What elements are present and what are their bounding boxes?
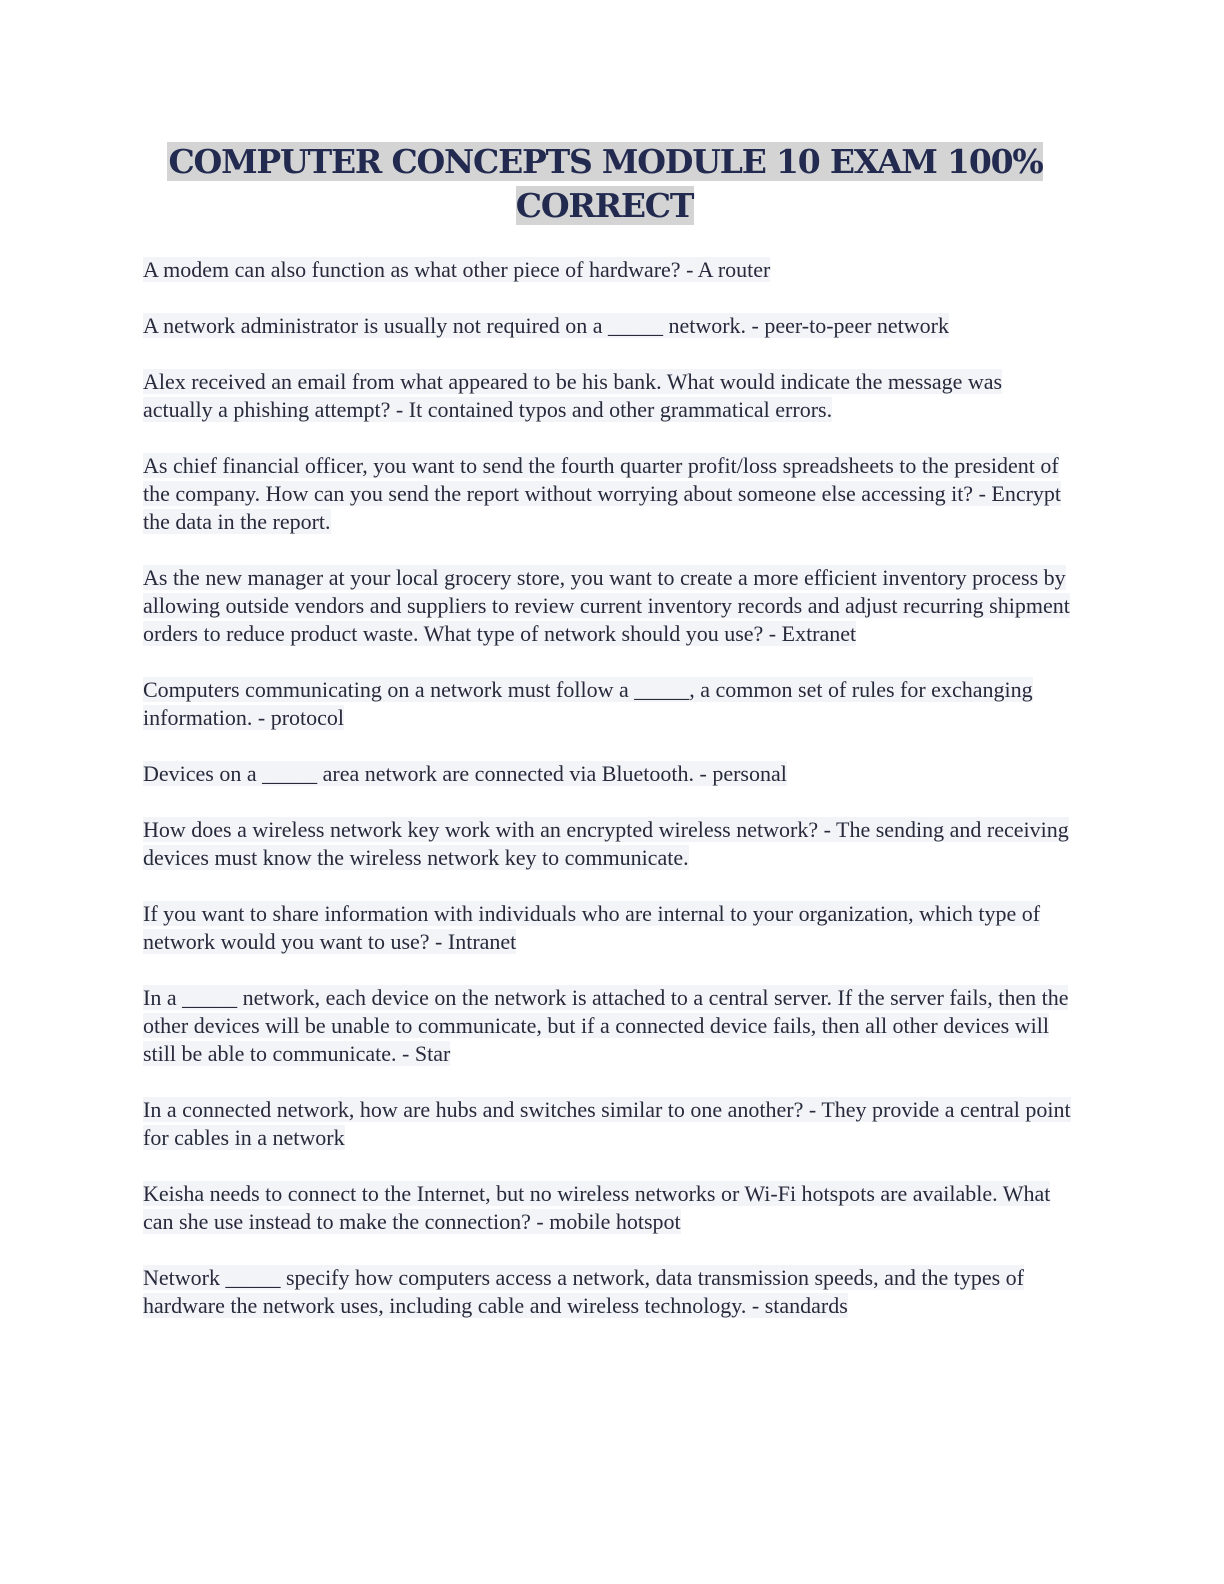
question-item bbox=[143, 368, 1073, 424]
question-item bbox=[143, 312, 1073, 340]
question-text: A network administrator is usually not required on a _____ network. - peer-to-peer network bbox=[143, 313, 950, 338]
question-text: How does a wireless network key work with an encrypted wireless network? - The sending and receiving devices must know the wireless network key to communicate. bbox=[143, 817, 1069, 870]
question-text: Devices on a _____ area network are connected via Bluetooth. - personal bbox=[143, 761, 787, 786]
document-title-text: COMPUTER CONCEPTS MODULE 10 EXAM 100% CORRECT bbox=[168, 142, 1043, 225]
question-item bbox=[143, 676, 1073, 732]
question-item bbox=[143, 1264, 1073, 1320]
question-text: Keisha needs to connect to the Internet, but no wireless networks or Wi-Fi hotspots are available. What can she use instead to make the connection? - mobile hotspot bbox=[143, 1181, 1051, 1234]
question-text: If you want to share information with individuals who are internal to your organization, which type of network would you want to use? - Intranet bbox=[143, 901, 1041, 954]
question-text: Network _____ specify how computers access a network, data transmission speeds, and the types of hardware the network uses, including cable and wireless technology. - standards bbox=[143, 1265, 1024, 1318]
question-list bbox=[143, 256, 1073, 1348]
question-text: Computers communicating on a network must follow a _____, a common set of rules for exchanging information. - protocol bbox=[143, 677, 1033, 730]
question-text: In a connected network, how are hubs and switches similar to one another? - They provide a central point for cables in a network bbox=[143, 1097, 1071, 1150]
document-title bbox=[143, 140, 1067, 228]
question-item bbox=[143, 984, 1073, 1068]
question-item bbox=[143, 452, 1073, 536]
question-item bbox=[143, 760, 1073, 788]
question-item bbox=[143, 564, 1073, 648]
question-item bbox=[143, 1180, 1073, 1236]
question-text: As chief financial officer, you want to send the fourth quarter profit/loss spreadsheets to the president of the company. How can you send the report without worrying about someone else accessing it? - Encrypt the data in the report. bbox=[143, 453, 1062, 534]
question-item bbox=[143, 816, 1073, 872]
question-text: A modem can also function as what other piece of hardware? - A router bbox=[143, 257, 771, 282]
question-item bbox=[143, 256, 1073, 284]
question-item bbox=[143, 1096, 1073, 1152]
question-item bbox=[143, 900, 1073, 956]
question-text: Alex received an email from what appeared to be his bank. What would indicate the message was actually a phishing attempt? - It contained typos and other grammatical errors. bbox=[143, 369, 1003, 422]
question-text: In a _____ network, each device on the network is attached to a central server. If the server fails, then the other devices will be unable to communicate, but if a connected device fails, then all other devices will still be able to communicate. - Star bbox=[143, 985, 1069, 1066]
question-text: As the new manager at your local grocery store, you want to create a more efficient inventory process by allowing outside vendors and suppliers to review current inventory records and adjust recurring shipment orders to reduce product waste. What type of network should you use? - Extranet bbox=[143, 565, 1070, 646]
